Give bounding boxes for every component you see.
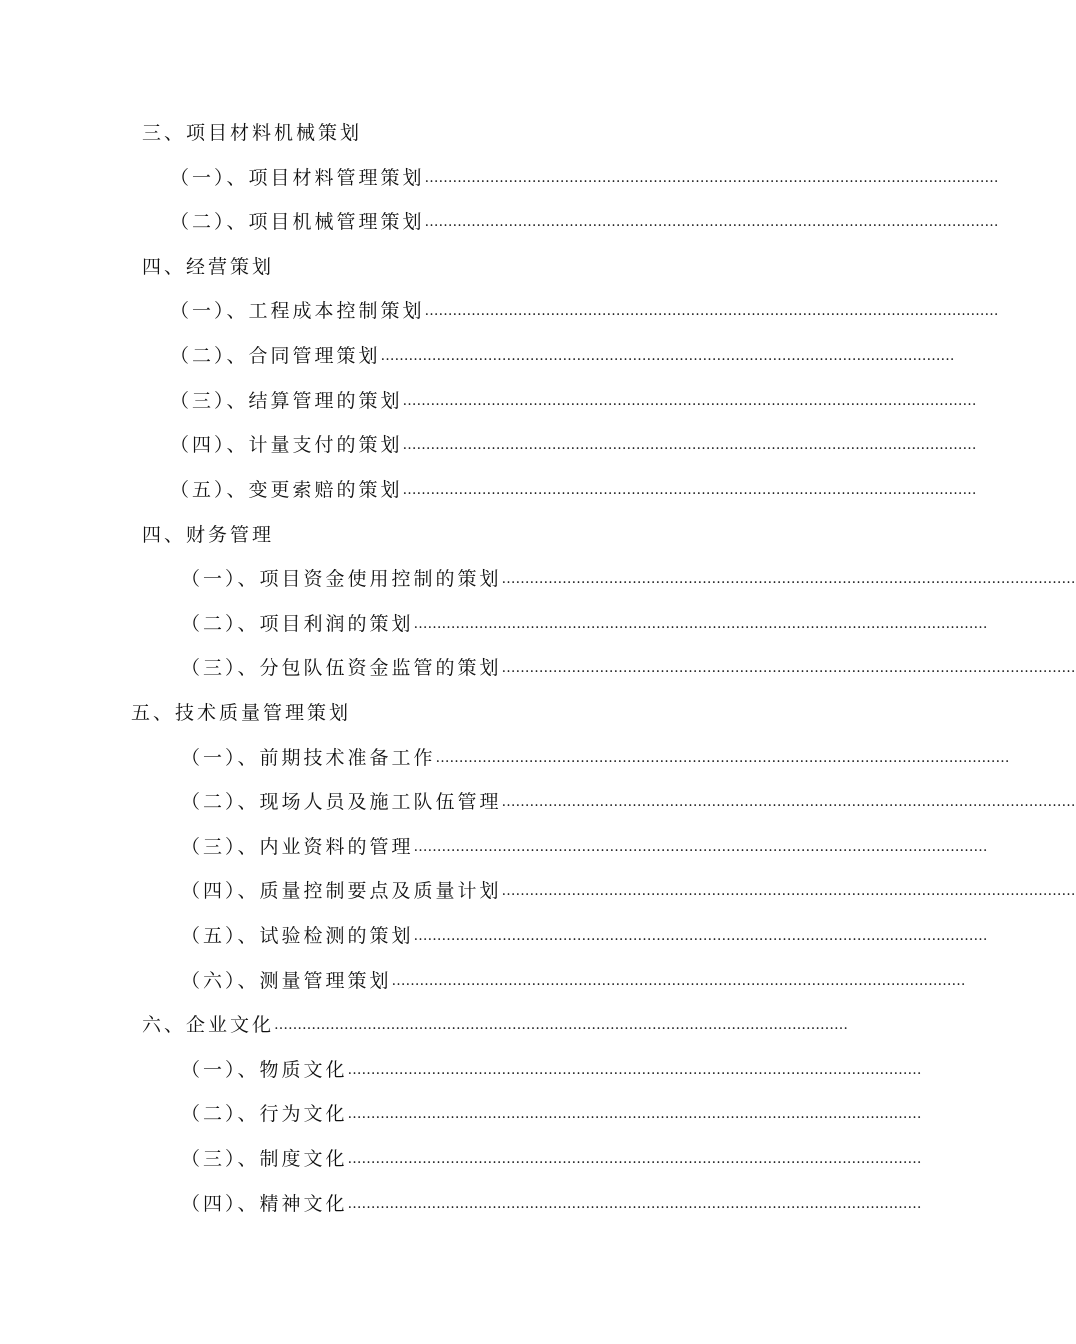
dot-leader: …………………………………………………………………………………………………………… bbox=[501, 883, 1076, 899]
toc-entry bbox=[181, 609, 988, 639]
dot-leader: …………………………………………………………………………………………………………… bbox=[347, 1151, 922, 1167]
toc-entry-text: （五）、试验检测的策划 bbox=[181, 925, 414, 947]
toc-entry-text: （二）、项目机械管理策划 bbox=[170, 211, 425, 233]
toc-entry-text: （三）、结算管理的策划 bbox=[170, 390, 403, 412]
toc-heading bbox=[142, 118, 842, 148]
dot-leader: …………………………………………………………………………………………………………… bbox=[347, 1106, 922, 1122]
toc-entry bbox=[181, 787, 1076, 817]
toc-entry-text: 四、财务管理 bbox=[142, 524, 275, 546]
dot-leader: …………………………………………………………………………………………………………… bbox=[380, 348, 955, 364]
toc-entry bbox=[181, 653, 1076, 683]
toc-entry-text: （二）、行为文化 bbox=[181, 1103, 348, 1125]
toc-entry-text: （三）、内业资料的管理 bbox=[181, 836, 414, 858]
toc-entry bbox=[170, 296, 999, 326]
dot-leader: …………………………………………………………………………………………………………… bbox=[347, 1196, 922, 1212]
toc-entry-text: （三）、分包队伍资金监管的策划 bbox=[181, 657, 502, 679]
toc-heading bbox=[142, 520, 842, 550]
toc-entry-text: （二）、现场人员及施工队伍管理 bbox=[181, 791, 502, 813]
toc-entry-text: （一）、前期技术准备工作 bbox=[181, 747, 436, 769]
dot-leader: …………………………………………………………………………………………………………… bbox=[413, 928, 988, 944]
toc-entry-text: （二）、合同管理策划 bbox=[170, 345, 381, 367]
toc-entry bbox=[181, 966, 966, 996]
dot-leader: …………………………………………………………………………………………………………… bbox=[391, 973, 966, 989]
dot-leader: …………………………………………………………………………………………………………… bbox=[501, 794, 1076, 810]
toc-entry bbox=[170, 163, 999, 193]
dot-leader: …………………………………………………………………………………………………………… bbox=[501, 660, 1076, 676]
toc-entry-text: （一）、物质文化 bbox=[181, 1059, 348, 1081]
toc-entry-text: （四）、计量支付的策划 bbox=[170, 434, 403, 456]
dot-leader: …………………………………………………………………………………………………………… bbox=[413, 839, 988, 855]
toc-entry-text: 四、经营策划 bbox=[142, 256, 275, 278]
toc-entry-text: 五、技术质量管理策划 bbox=[131, 702, 352, 724]
toc-entry-text: （四）、质量控制要点及质量计划 bbox=[181, 880, 502, 902]
toc-entry bbox=[181, 743, 1010, 773]
toc-entry bbox=[181, 832, 988, 862]
toc-entry-text: 六、企业文化 bbox=[142, 1014, 275, 1036]
toc-entry bbox=[181, 1055, 922, 1085]
toc-entry bbox=[170, 430, 977, 460]
toc-entry bbox=[181, 876, 1076, 906]
dot-leader: …………………………………………………………………………………………………………… bbox=[424, 214, 999, 230]
dot-leader: …………………………………………………………………………………………………………… bbox=[413, 616, 988, 632]
toc-entry bbox=[181, 1144, 922, 1174]
toc-entry bbox=[170, 475, 977, 505]
toc-entry bbox=[181, 1099, 922, 1129]
toc-heading bbox=[142, 252, 842, 282]
toc-entry-text: 三、项目材料机械策划 bbox=[142, 122, 363, 144]
toc-entry-text: （一）、项目材料管理策划 bbox=[170, 167, 425, 189]
toc-entry bbox=[181, 564, 1076, 594]
dot-leader: …………………………………………………………………………………………………………… bbox=[402, 482, 977, 498]
dot-leader: …………………………………………………………………………………………………………… bbox=[501, 571, 1076, 587]
toc-entry-text: （一）、项目资金使用控制的策划 bbox=[181, 568, 502, 590]
toc-entry-text: （六）、测量管理策划 bbox=[181, 970, 392, 992]
toc-entry-text: （五）、变更索赔的策划 bbox=[170, 479, 403, 501]
toc-entry-text: （三）、制度文化 bbox=[181, 1148, 348, 1170]
dot-leader: …………………………………………………………………………………………………………… bbox=[274, 1017, 849, 1033]
toc-heading bbox=[131, 698, 831, 728]
toc-entry-text: （四）、精神文化 bbox=[181, 1193, 348, 1215]
dot-leader: …………………………………………………………………………………………………………… bbox=[402, 393, 977, 409]
dot-leader: …………………………………………………………………………………………………………… bbox=[424, 303, 999, 319]
dot-leader: …………………………………………………………………………………………………………… bbox=[347, 1062, 922, 1078]
toc-entry bbox=[181, 1189, 922, 1219]
dot-leader: …………………………………………………………………………………………………………… bbox=[435, 750, 1010, 766]
toc-entry bbox=[170, 207, 999, 237]
dot-leader: …………………………………………………………………………………………………………… bbox=[424, 170, 999, 186]
toc-heading bbox=[142, 1010, 849, 1040]
toc-entry bbox=[170, 341, 955, 371]
toc-entry-text: （一）、工程成本控制策划 bbox=[170, 300, 425, 322]
toc-entry-text: （二）、项目利润的策划 bbox=[181, 613, 414, 635]
toc-entry bbox=[170, 386, 977, 416]
toc-entry bbox=[181, 921, 988, 951]
dot-leader: …………………………………………………………………………………………………………… bbox=[402, 437, 977, 453]
